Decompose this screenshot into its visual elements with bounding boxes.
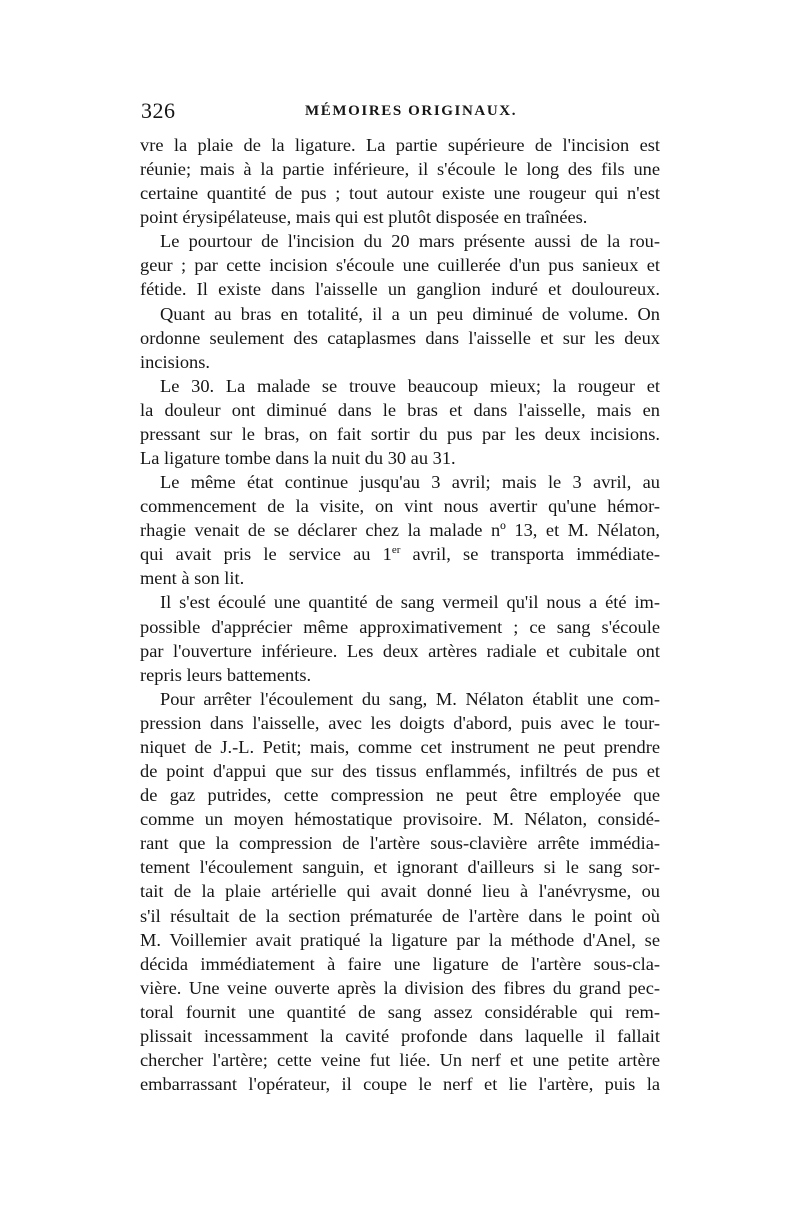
body-text [140,133,660,1096]
page-number: 326 [141,98,176,123]
text-line: certaine quantité de pus ; tout autour existe une rougeur qui n'est [140,183,660,204]
text-line: comme un moyen hémostatique provisoire. M. Nélaton, considé- [140,809,660,830]
text-line: repris leurs battements. [140,664,312,685]
text-line: rhagie venait de se déclarer chez la malade nº 13, et M. Nélaton, [140,520,660,541]
text-line: de gaz putrides, cette compression ne peut être employée que [140,785,660,806]
text-line: ordonne seulement des cataplasmes dans l'aisselle et sur les deux [140,327,660,348]
text-line: chercher l'artère; cette veine fut liée. Un nerf et une petite artère [140,1049,660,1070]
text-line: Pour arrêter l'écoulement du sang, M. Nélaton établit une com- [160,688,660,709]
text-line: par l'ouverture inférieure. Les deux artères radiale et cubitale ont [140,640,660,661]
superscript: er [391,544,401,557]
text-fragment: avril, se transporta immédiate- [400,544,661,565]
text-line: vière. Une veine ouverte après la division des fibres du grand pec- [140,977,660,998]
text-line: point érysipélateuse, mais qui est plutôt disposée en traînées. [140,207,588,228]
text-line: Le même état continue jusqu'au 3 avril; mais le 3 avril, au [160,472,660,493]
text-line: vre la plaie de la ligature. La partie supérieure de l'incision est [140,135,660,155]
text-line: pressant sur le bras, on fait sortir du pus par les deux incisions. [140,423,660,444]
text-line: rant que la compression de l'artère sous-clavière arrête immédia- [140,833,660,854]
text-line: M. Voillemier avait pratiqué la ligature par la méthode d'Anel, se [140,929,660,950]
text-fragment: qui avait pris le service au 1 [140,544,392,565]
text-line: geur ; par cette incision s'écoule une cuillerée d'un pus sanieux et [140,255,660,276]
text-line: Quant au bras en totalité, il a un peu diminué de volume. On [160,303,660,324]
text-line: incisions. [140,351,210,372]
text-line-with-superscript [140,542,660,566]
running-title: MÉMOIRES ORIGINAUX. [305,103,518,119]
text-line: La ligature tombe dans la nuit du 30 au 31. [140,448,456,469]
text-line: tement l'écoulement sanguin, et ignorant d'ailleurs si le sang sor- [140,857,660,878]
text-line: réunie; mais à la partie inférieure, il s'écoule le long des fils une [140,159,660,180]
text-line: ment à son lit. [140,568,245,589]
text-line: commencement de la visite, on vint nous avertir qu'une hémor- [140,496,660,517]
text-line: de point d'appui que sur des tissus enflammés, infiltrés de pus et [140,761,660,782]
text-line: s'il résultait de la section prématurée de l'artère dans le point où [140,905,660,926]
text-line: Le 30. La malade se trouve beaucoup mieux; la rougeur et [160,375,660,396]
text-line: la douleur ont diminué dans le bras et dans l'aisselle, mais en [140,399,660,420]
text-line: Le pourtour de l'incision du 20 mars présente aussi de la rou- [160,231,660,252]
text-line: possible d'apprécier même approximativement ; ce sang s'écoule [140,616,660,637]
text-line: plissait incessamment la cavité profonde dans laquelle il fallait [140,1025,660,1046]
text-line: décida immédiatement à faire une ligature de l'artère sous-cla- [140,953,660,974]
text-line: embarrassant l'opérateur, il coupe le nerf et lie l'artère, puis la [140,1074,660,1095]
text-line: pression dans l'aisselle, avec les doigts d'abord, puis avec le tour- [140,712,660,733]
text-line: niquet de J.-L. Petit; mais, comme cet instrument ne peut prendre [140,736,660,757]
text-line: toral fournit une quantité de sang assez considérable qui rem- [140,1001,660,1022]
text-line: fétide. Il existe dans l'aisselle un ganglion induré et douloureux. [140,279,660,300]
text-line: Il s'est écoulé une quantité de sang vermeil qu'il nous a été im- [160,592,660,613]
page-header [141,98,661,128]
text-line: tait de la plaie artérielle qui avait donné lieu à l'anévrysme, ou [140,881,660,902]
